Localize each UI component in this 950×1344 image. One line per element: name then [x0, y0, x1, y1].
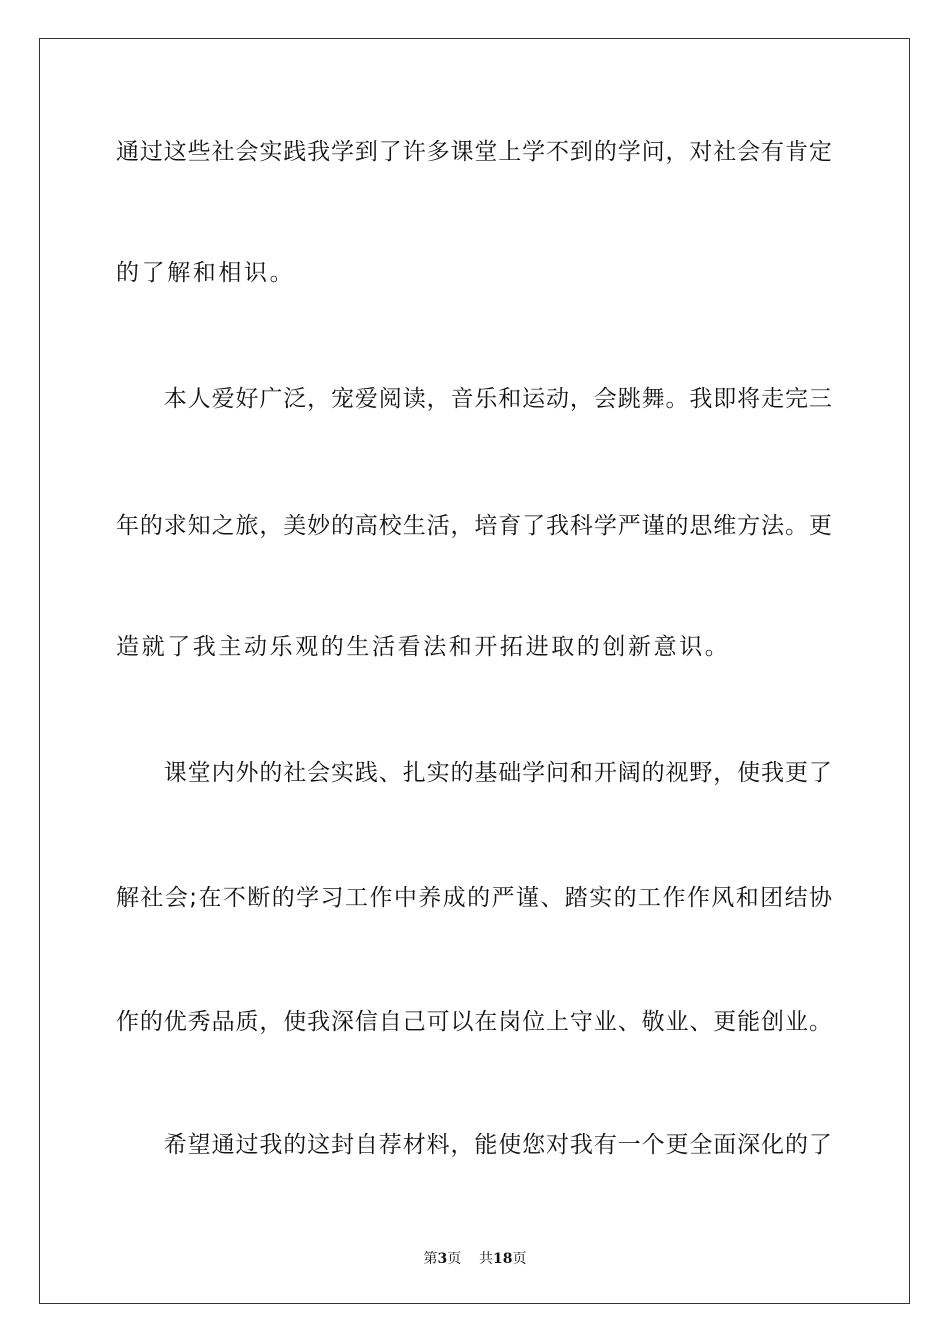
- body-line-2: 的了解和相识。: [116, 260, 296, 286]
- body-line-8: 作 的 优 秀 品 质 ， 使 我 深 信 自 己 可 以 在 岗 位 上 守 业 、 敬 业 、 更 能 创 业 。: [116, 1009, 832, 1035]
- page-total: 18: [493, 1251, 513, 1267]
- page-footer: [0, 1248, 950, 1268]
- page-unit: 页: [447, 1251, 462, 1267]
- page-border: [39, 38, 910, 1304]
- body-line-9: 希 望 通 过 我 的 这 封 自 荐 材 料 ， 能 使 您 对 我 有 一 个 更 全 面 深 化 的 了: [163, 1132, 832, 1158]
- body-line-1: 通 过 这 些 社 会 实 践 我 学 到 了 许 多 课 堂 上 学 不 到 的 学 问 ， 对 社 会 有 肯 定: [116, 139, 832, 165]
- body-line-4: 年 的 求 知 之 旅 ， 美 妙 的 高 校 生 活 ， 培 育 了 我 科 学 严 谨 的 思 维 方 法 。 更: [116, 513, 832, 539]
- body-line-7: 解 社 会 ; 在 不 断 的 学 习 工 作 中 养 成 的 严 谨 、 踏 实 的 工 作 作 风 和 团 结 协: [116, 885, 832, 911]
- total-unit: 页: [512, 1251, 527, 1267]
- page-prefix: 第: [423, 1251, 438, 1267]
- body-line-5: 造就了我主动乐观的生活看法和开拓进取的创新意识。: [116, 634, 731, 660]
- total-prefix: 共: [479, 1251, 494, 1267]
- body-line-6: 课 堂 内 外 的 社 会 实 践 、 扎 实 的 基 础 学 问 和 开 阔 的 视 野 ， 使 我 更 了: [163, 760, 832, 786]
- page-current: 3: [437, 1251, 448, 1267]
- body-line-3: 本 人 爱 好 广 泛 ， 宠 爱 阅 读 ， 音 乐 和 运 动 ， 会 跳 舞 。 我 即 将 走 完 三: [163, 386, 832, 412]
